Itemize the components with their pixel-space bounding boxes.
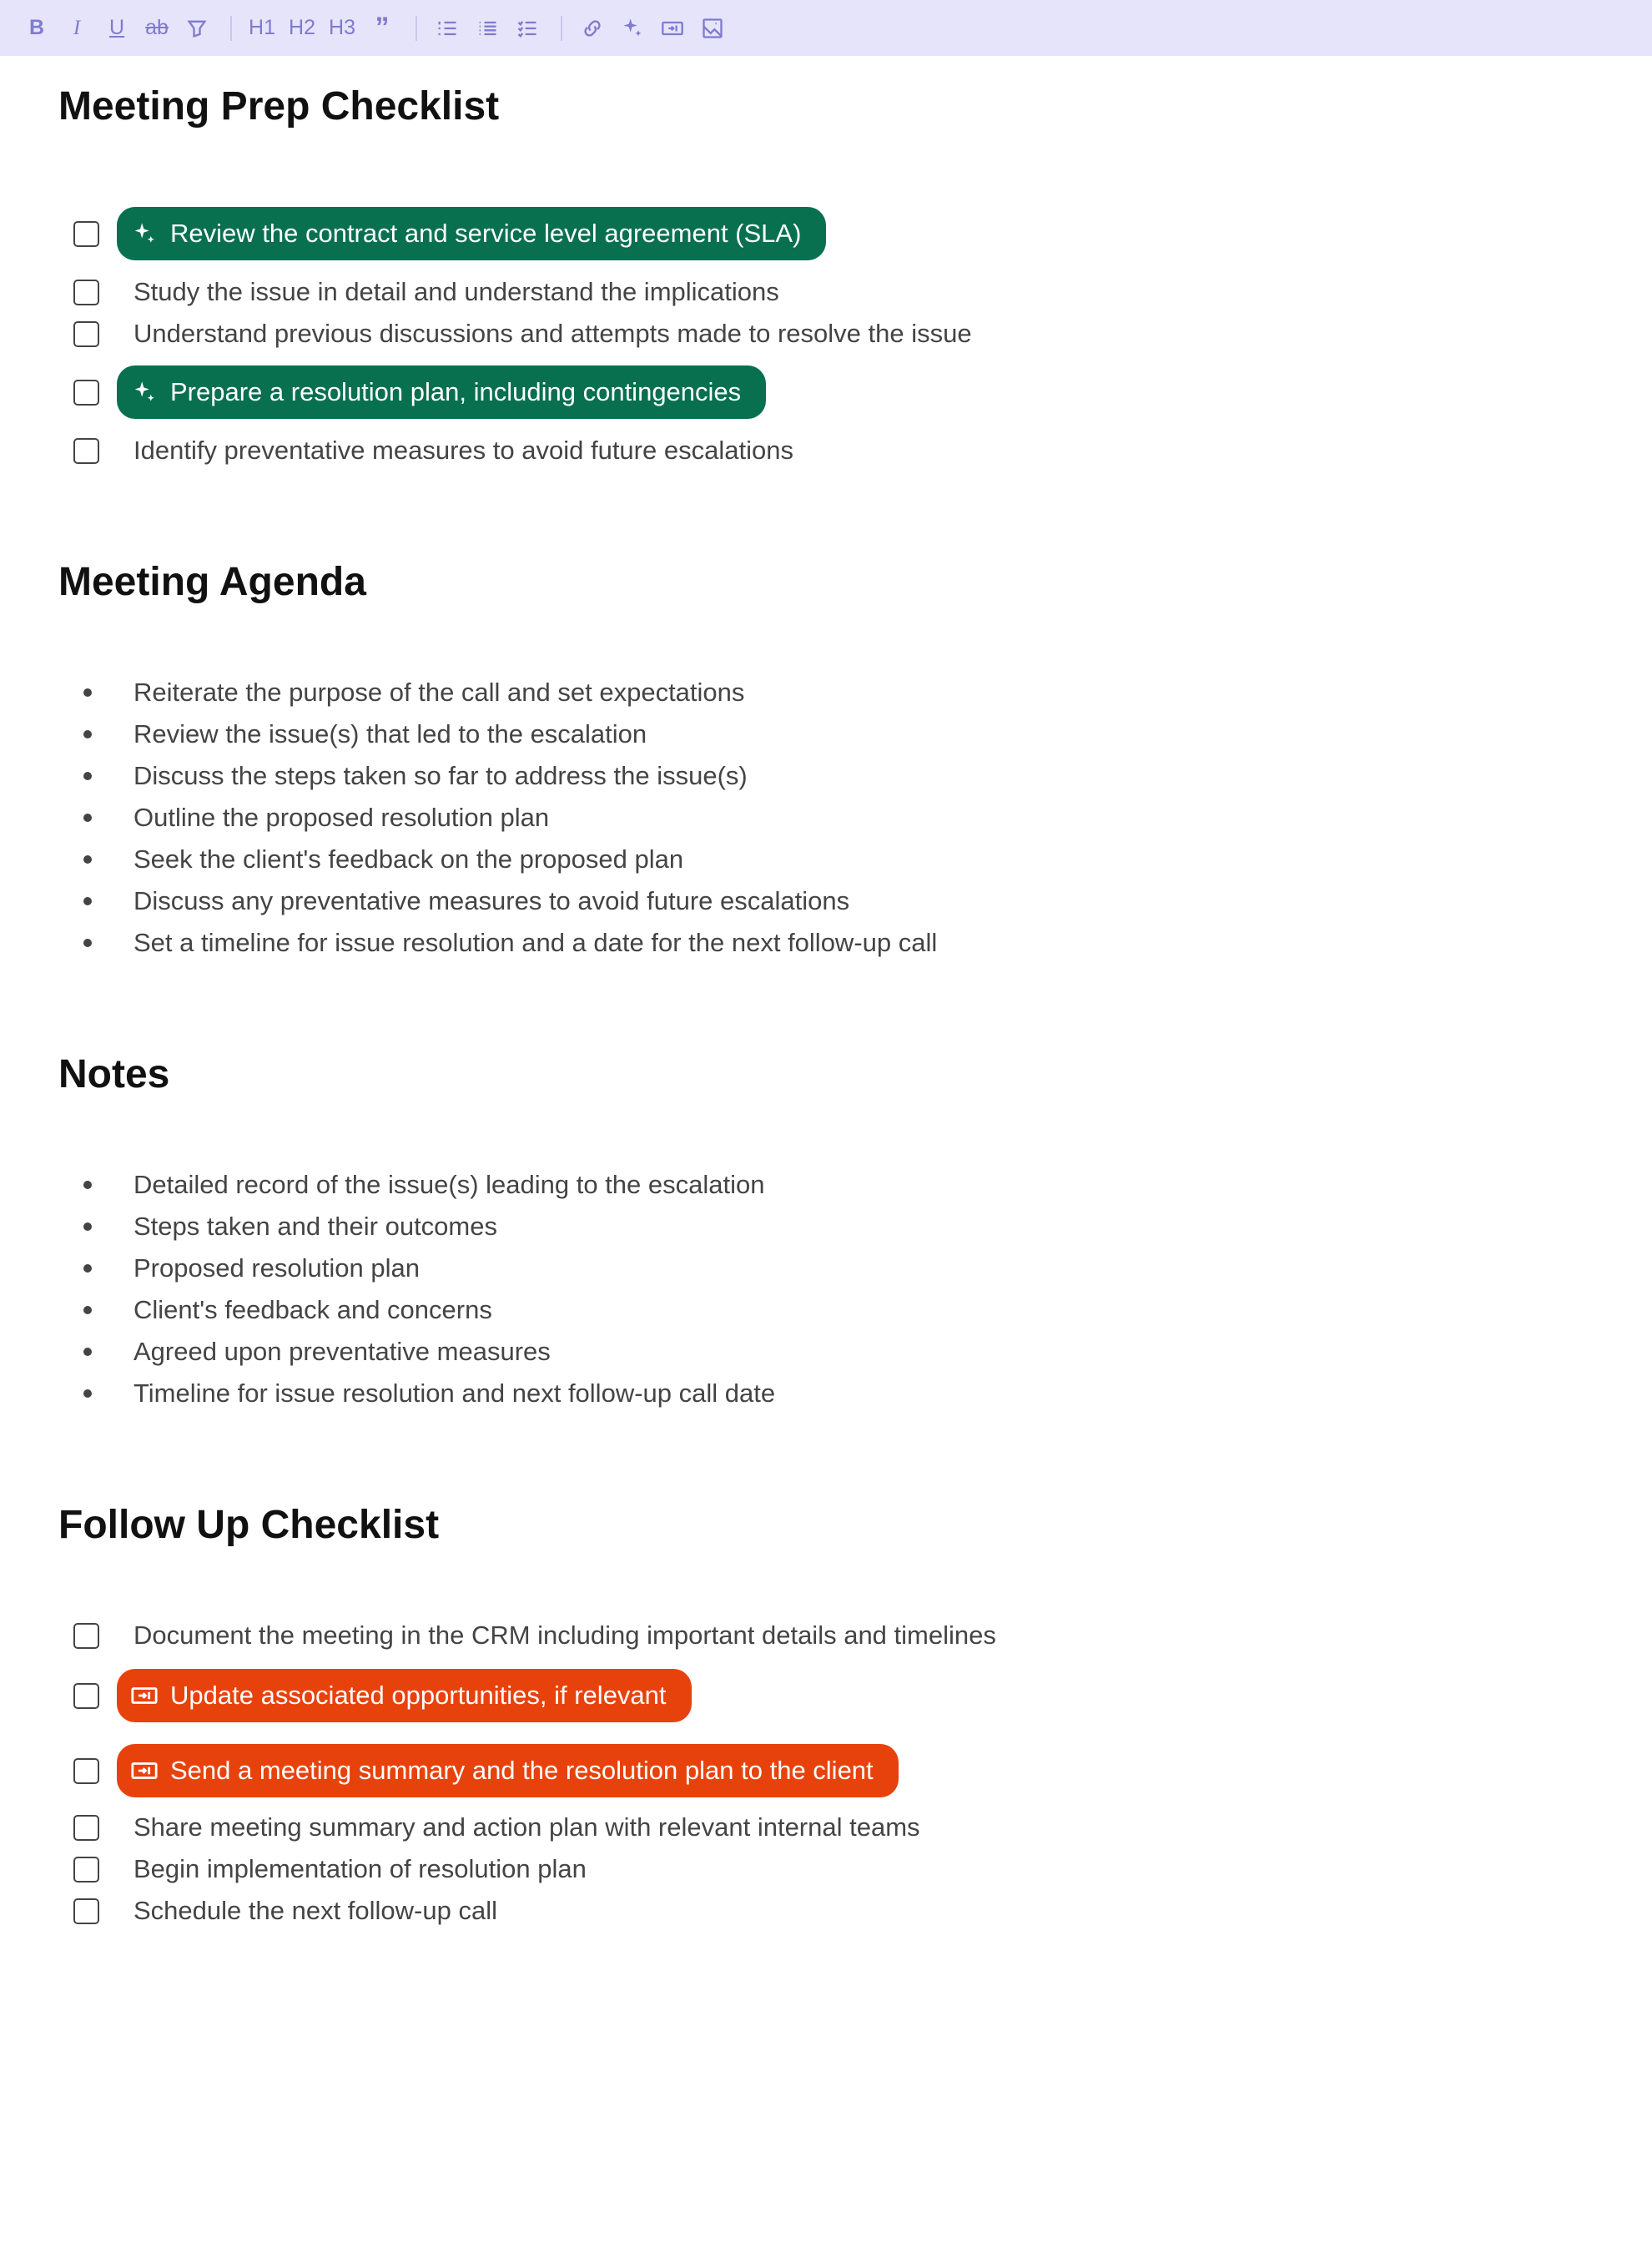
list-item [73,886,850,915]
ai-prompt-pill[interactable] [117,365,766,419]
checkbox[interactable] [73,1758,99,1784]
list-item [73,1337,551,1366]
heading-2-icon[interactable]: H2 [289,16,315,39]
item-text: Identify preventative measures to avoid future escalations [133,436,793,465]
action-button-icon [130,1681,159,1710]
section-heading-agenda: Meeting Agenda [58,560,366,604]
toolbar-divider [561,16,562,41]
list-item [73,1253,420,1283]
checklist-item [73,277,779,306]
editor-toolbar [0,0,1652,56]
checkbox[interactable] [73,1623,99,1649]
bullet [83,1222,92,1231]
item-text: Begin implementation of resolution plan [133,1854,587,1883]
underline-icon[interactable]: U [108,16,125,39]
italic-icon[interactable]: I [73,16,81,39]
bullet [83,772,92,780]
list-item [73,678,745,707]
bullet [83,688,92,697]
item-text: Document the meeting in the CRM including important details and timelines [133,1620,996,1650]
item-text: Proposed resolution plan [133,1253,420,1283]
pill-label: Update associated opportunities, if relevant [170,1681,667,1710]
action-pill[interactable] [117,1669,692,1722]
bullet [83,814,92,822]
checklist-item [73,319,972,348]
item-text: Timeline for issue resolution and next follow-up call date [133,1379,776,1408]
pill-label: Review the contract and service level agreement (SLA) [170,219,802,248]
checklist-item [73,207,802,260]
bullet [83,1389,92,1398]
section-heading-prep: Meeting Prep Checklist [58,84,500,129]
list-item [73,803,550,832]
item-text: Study the issue in detail and understand the implications [133,277,779,306]
list-item [73,1170,765,1199]
toolbar-divider [416,16,417,41]
sparkle-icon [130,378,159,406]
checkbox[interactable] [73,221,99,247]
quote-icon[interactable]: ” [375,12,390,43]
bullet [83,1181,92,1189]
image-icon[interactable] [694,12,731,45]
item-text: Seek the client's feedback on the proposed plan [133,844,684,874]
checklist-item [73,1812,920,1842]
list-item [73,928,938,957]
item-text: Understand previous discussions and attempts made to resolve the issue [133,319,972,348]
action-pill[interactable] [117,1744,899,1797]
list-item [73,719,647,748]
checkbox[interactable] [73,280,99,305]
list-item [73,844,684,874]
checklist-item [73,1896,497,1925]
item-text: Outline the proposed resolution plan [133,803,550,832]
highlighter-icon[interactable] [179,12,215,45]
section-heading-notes: Notes [58,1052,170,1096]
checkbox[interactable] [73,1898,99,1924]
checklist-icon[interactable] [509,12,546,45]
bold-icon[interactable]: B [28,16,45,39]
checklist-item [73,1854,587,1883]
checkbox[interactable] [73,1857,99,1883]
item-text: Discuss the steps taken so far to address the issue(s) [133,761,748,790]
list-item [73,1212,497,1241]
item-text: Review the issue(s) that led to the escalation [133,719,647,748]
checkbox[interactable] [73,321,99,347]
pill-label: Prepare a resolution plan, including contingencies [170,377,742,406]
checklist-item [73,365,742,419]
ai-sparkle-icon[interactable] [614,12,651,45]
bullet-list-icon[interactable] [469,12,506,45]
list-item [73,1295,492,1324]
item-text: Set a timeline for issue resolution and a date for the next follow-up call [133,928,938,957]
list-item [73,761,748,790]
section-heading-followup: Follow Up Checklist [58,1503,440,1547]
action-button-icon [130,1757,159,1785]
item-text: Agreed upon preventative measures [133,1337,551,1366]
item-text: Discuss any preventative measures to avoid future escalations [133,886,850,915]
item-text: Client's feedback and concerns [133,1295,492,1324]
link-icon[interactable] [574,12,611,45]
checkbox[interactable] [73,1683,99,1709]
strikethrough-icon[interactable]: ab [145,16,169,39]
action-button-icon[interactable] [654,12,691,45]
bullet [83,730,92,738]
bullet [83,1348,92,1356]
list-item [73,1379,776,1408]
bullet [83,897,92,905]
heading-3-icon[interactable]: H3 [329,16,355,39]
item-text: Schedule the next follow-up call [133,1896,497,1925]
checkbox[interactable] [73,438,99,464]
checklist-item [73,1620,996,1650]
bullet [83,1264,92,1273]
bullet [83,855,92,864]
checklist-item [73,1744,874,1797]
bullet [83,939,92,947]
item-text: Steps taken and their outcomes [133,1212,497,1241]
ai-prompt-pill[interactable] [117,207,826,260]
pill-label: Send a meeting summary and the resolution plan to the client [170,1756,874,1785]
checklist-item [73,436,793,465]
ordered-list-icon[interactable] [429,12,466,45]
heading-1-icon[interactable]: H1 [249,16,275,39]
checkbox[interactable] [73,1815,99,1841]
toolbar-divider [230,16,232,41]
checkbox[interactable] [73,380,99,406]
item-text: Reiterate the purpose of the call and set expectations [133,678,745,707]
bullet [83,1306,92,1314]
item-text: Detailed record of the issue(s) leading to the escalation [133,1170,765,1199]
sparkle-icon [130,219,159,248]
checklist-item [73,1669,667,1722]
item-text: Share meeting summary and action plan with relevant internal teams [133,1812,920,1842]
